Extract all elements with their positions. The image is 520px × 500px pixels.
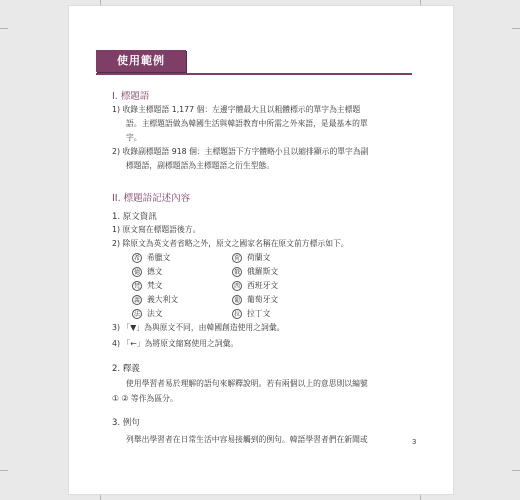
section-title-headwords: I. 標題語 <box>112 91 150 102</box>
section-title-content: II. 標題語記述內容 <box>112 193 191 204</box>
language-item <box>132 308 163 319</box>
language-item <box>232 294 278 305</box>
language-mark: 義 <box>133 296 140 304</box>
language-name: 法文 <box>147 309 163 318</box>
language-item <box>232 252 270 263</box>
language-item <box>132 252 170 263</box>
language-name: 希臘文 <box>147 253 171 262</box>
language-mark: 拉 <box>233 310 240 318</box>
text-line: 1) 原文寫在標題語後方。 <box>112 225 201 234</box>
language-name: 梵文 <box>147 281 163 290</box>
language-name: 拉丁文 <box>247 309 271 318</box>
language-name: 俄羅斯文 <box>247 267 279 276</box>
crop-mark <box>512 28 520 29</box>
language-mark: 法 <box>133 310 140 318</box>
language-mark: 荷 <box>233 254 240 262</box>
crop-mark <box>0 28 8 29</box>
language-mark: 葡 <box>233 296 240 304</box>
text-line: 4) 「←」為將原文縮寫使用之詞彙。 <box>112 339 239 348</box>
language-item <box>132 280 163 291</box>
subheading-origin: 1. 原文資訊 <box>112 212 157 222</box>
subheading-examples: 3. 例句 <box>112 418 140 428</box>
text-line: 字。 <box>126 133 142 142</box>
language-item <box>232 266 278 277</box>
text-line: 使用學習者易於理解的語句來解釋說明。若有兩個以上的意思則以編號 <box>126 379 368 388</box>
language-item <box>232 280 278 291</box>
subheading-definition: 2. 釋義 <box>112 364 140 374</box>
language-mark: 德 <box>133 268 140 276</box>
text-line: 2) 收錄副標題語 918 個：主標題語下方字體略小且以縮排顯示的單字為副 <box>112 147 369 156</box>
crop-mark <box>512 470 520 471</box>
language-mark: 西 <box>233 282 240 290</box>
language-name: 德文 <box>147 267 163 276</box>
language-item <box>132 266 163 277</box>
language-name: 義大利文 <box>147 295 179 304</box>
text-line: ① ② 等作為區分。 <box>112 394 178 403</box>
crop-mark <box>0 470 8 471</box>
language-mark: 希 <box>133 254 140 262</box>
text-line: 1) 收錄主標題語 1,177 個：左邊字體最大且以粗體標示的單字為主標題 <box>112 105 361 114</box>
text-line: 列舉出學習者在日常生活中容易接觸到的例句。韓語學習者們在新聞或 <box>126 435 368 444</box>
header-rule <box>96 73 412 75</box>
text-line: 3) 「▼」為與原文不同，由韓國創造使用之詞彙。 <box>112 323 285 332</box>
language-name: 葡萄牙文 <box>247 295 279 304</box>
page-number: 3 <box>412 438 417 446</box>
text-line: 標題語，副標題語為主標題語之衍生型態。 <box>126 161 275 170</box>
usage-badge: 使用範例 <box>96 50 186 72</box>
text-line: 2) 除原文為英文者省略之外，原文之國家名稱在原文前方標示如下。 <box>112 239 349 248</box>
language-mark: 梵 <box>133 282 140 290</box>
text-line: 語。主標題語做為韓國生活與韓語教育中所需之外來語，是最基本的單 <box>126 119 368 128</box>
language-name: 西班牙文 <box>247 281 279 290</box>
language-item <box>232 308 270 319</box>
language-item <box>132 294 178 305</box>
language-name: 荷蘭文 <box>247 253 271 262</box>
language-mark: 俄 <box>233 268 240 276</box>
